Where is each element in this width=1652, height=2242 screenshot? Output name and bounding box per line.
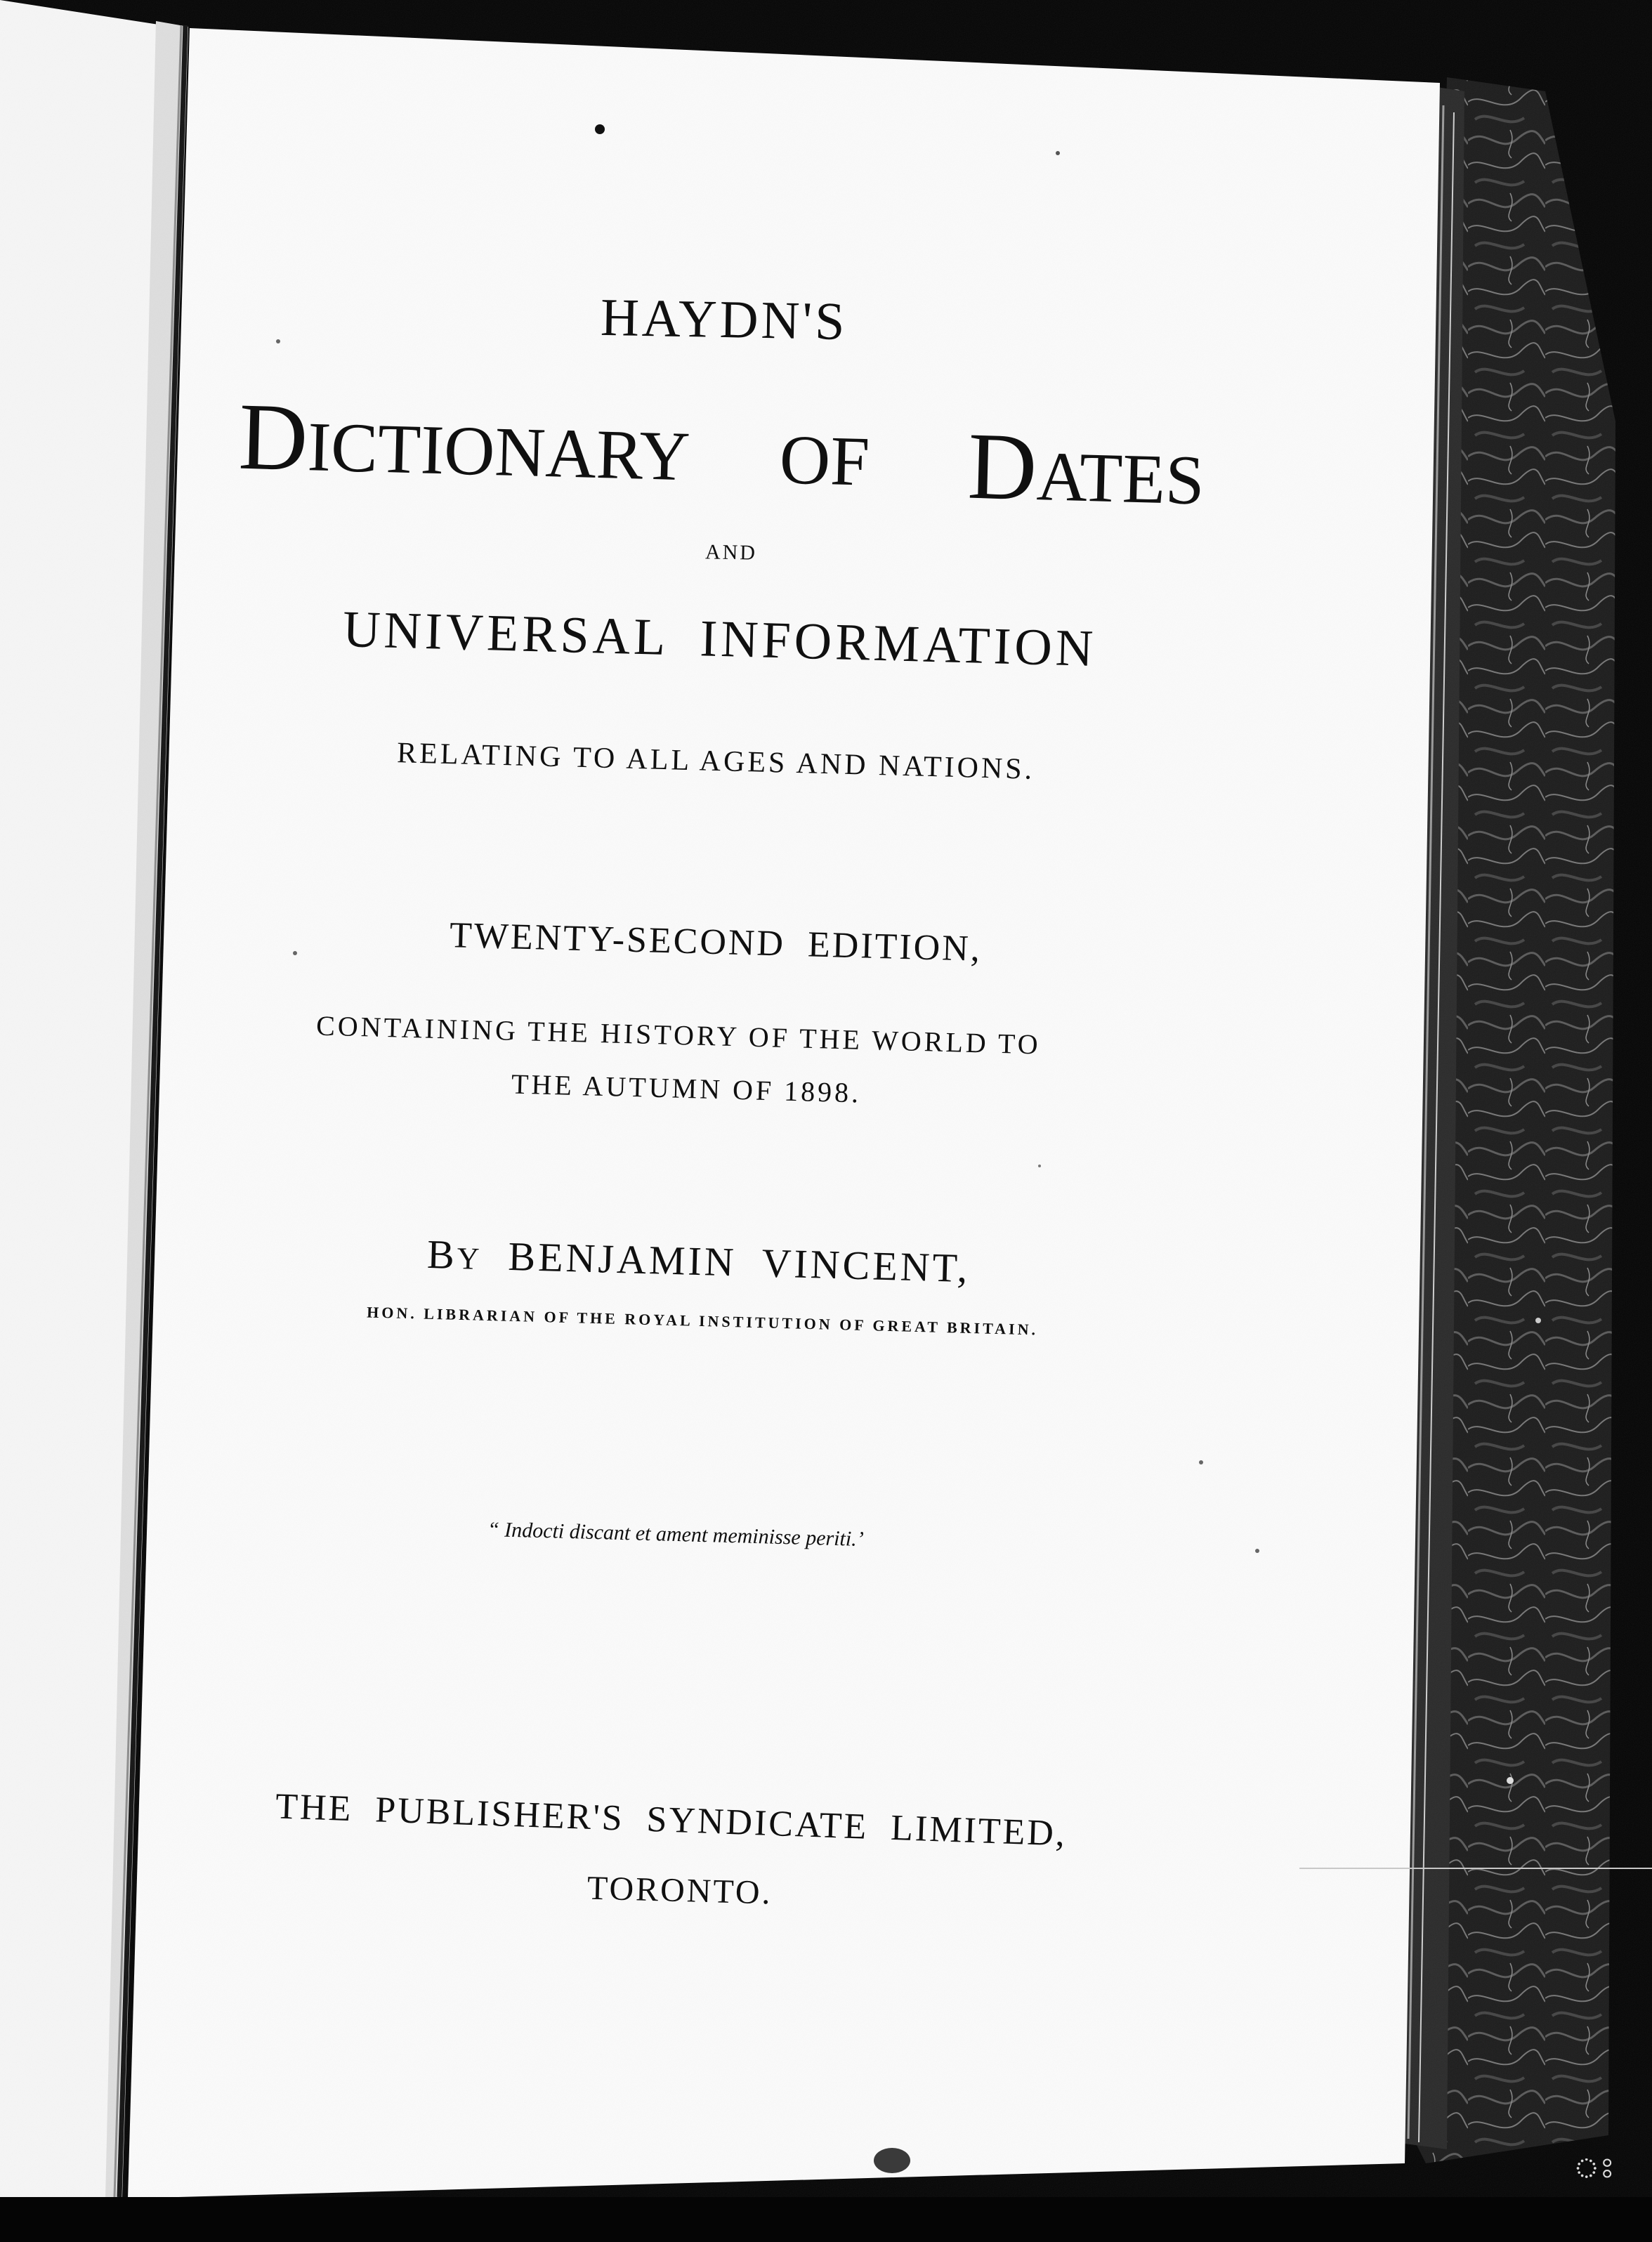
publisher-name: THE PUBLISHER'S SYNDICATE LIMITED, — [275, 1786, 1068, 1854]
title-and: AND — [704, 540, 758, 565]
contents-line-1: CONTAINING THE HISTORY OF THE WORLD TO — [315, 1009, 1042, 1061]
title-of: OF — [778, 420, 871, 501]
book-author-possessive: HAYDN'S — [600, 287, 848, 352]
subtitle-relating: RELATING TO ALL AGES AND NATIONS. — [396, 737, 1035, 786]
edition-statement: TWENTY-SECOND EDITION, — [449, 915, 983, 969]
title-dates: DATES — [966, 413, 1206, 521]
publication-place: TORONTO. — [586, 1869, 773, 1912]
author-byline: BY BENJAMIN VINCENT, — [426, 1231, 971, 1292]
latin-motto: “ Indocti discant et ament meminisse periti.’ — [487, 1517, 865, 1552]
title-dictionary: DICTIONARY — [237, 383, 691, 496]
contents-line-2: THE AUTUMN OF 1898. — [511, 1068, 862, 1109]
svg-text:ঃ: ঃ — [1573, 2152, 1615, 2184]
author-affiliation: HON. LIBRARIAN OF THE ROYAL INSTITUTION OF GREAT BRITAIN. — [366, 1303, 1039, 1339]
subtitle-universal-information: UNIVERSAL INFORMATION — [342, 600, 1098, 678]
